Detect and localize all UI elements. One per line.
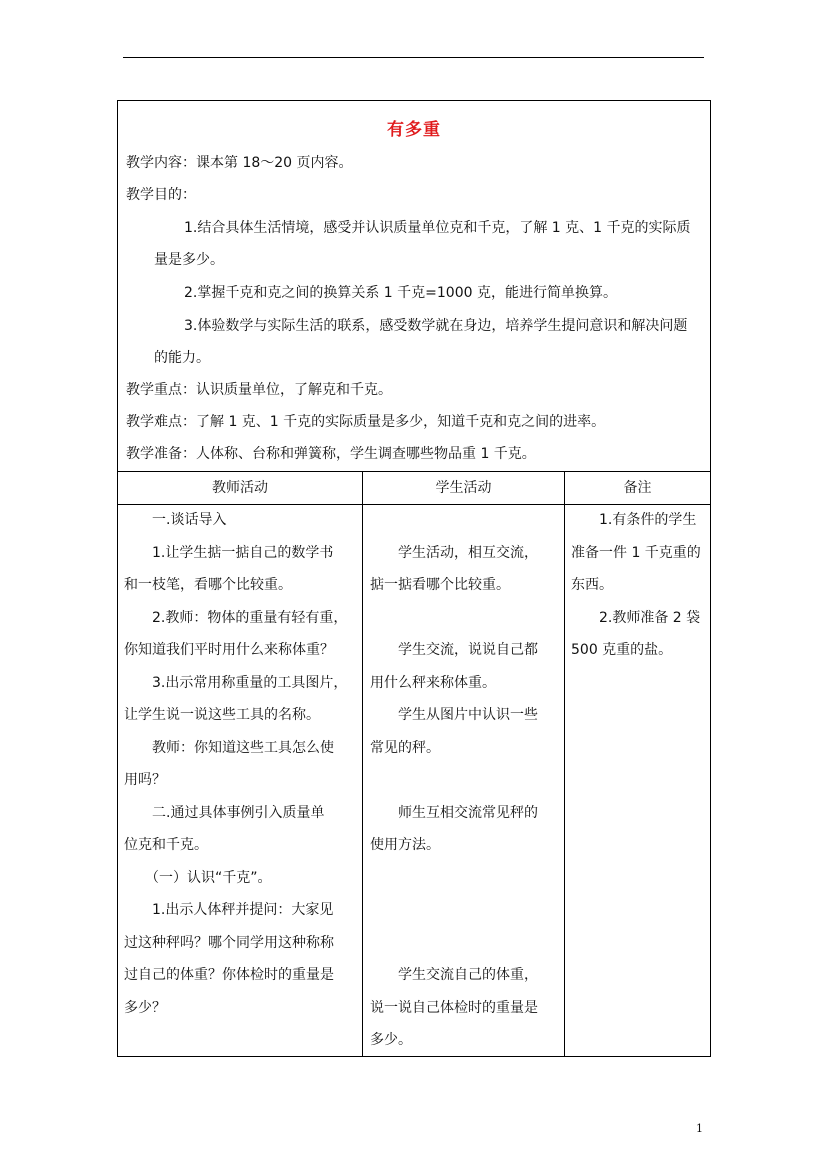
student-line: 用什么秤来称体重。 bbox=[370, 674, 496, 691]
teacher-line: 过自己的体重？你体检时的重量是 bbox=[124, 967, 334, 983]
student-line: 学生活动，相互交流， bbox=[370, 544, 538, 561]
goal-2-line-1: 2.掌握千克和克之间的换算关系 1 千克=1000 克，能进行简单换算。 bbox=[184, 285, 617, 301]
teacher-line: 1.出示人体秤并提问：大家见 bbox=[124, 902, 334, 918]
goals-label: 教学目的： bbox=[126, 187, 196, 203]
student-line: 师生互相交流常见秤的 bbox=[370, 804, 538, 821]
teacher-line: 3.出示常用称重量的工具图片， bbox=[124, 674, 348, 691]
teacher-line: 和一枝笔，看哪个比较重。 bbox=[124, 577, 292, 593]
page-number: 1 bbox=[696, 1122, 703, 1135]
student-line: 学生交流自己的体重， bbox=[370, 967, 538, 983]
content-line: 教学内容：课本第 18～20 页内容。 bbox=[126, 155, 353, 171]
notes-line: 500 克重的盐。 bbox=[571, 642, 673, 658]
teacher-line: 位克和千克。 bbox=[124, 837, 208, 853]
key-point: 教学重点：认识质量单位，了解克和千克。 bbox=[126, 382, 392, 398]
student-line bbox=[370, 894, 560, 927]
teacher-line: 1.让学生掂一掂自己的数学书 bbox=[124, 544, 334, 561]
teacher-line: 教师：你知道这些工具怎么使 bbox=[124, 739, 334, 756]
goal-3-line-2: 的能力。 bbox=[154, 350, 210, 366]
teacher-activity-cell bbox=[124, 504, 358, 1024]
notes-line: 东西。 bbox=[571, 577, 613, 593]
teacher-line: 你知道我们平时用什么来称体重？ bbox=[124, 642, 334, 658]
column-rule-1 bbox=[362, 471, 363, 1056]
header-student: 学生活动 bbox=[435, 480, 492, 496]
student-line: 说一说自己体检时的重量是 bbox=[370, 999, 538, 1016]
lesson-title: 有多重 bbox=[387, 120, 441, 140]
lesson-header bbox=[118, 101, 710, 471]
teacher-line: 过这种秤吗？哪个同学用这种称称 bbox=[124, 934, 334, 951]
teacher-line: 2.教师：物体的重量有轻有重， bbox=[124, 609, 348, 626]
student-line: 使用方法。 bbox=[370, 837, 440, 853]
header-teacher: 教师活动 bbox=[212, 480, 268, 496]
student-line: 常见的秤。 bbox=[370, 739, 440, 756]
student-line bbox=[370, 862, 560, 895]
goal-3-line-1: 3.体验数学与实际生活的联系，感受数学就在身边，培养学生提问意识和解决问题 bbox=[184, 318, 688, 334]
notes-line: 准备一件 1 千克重的 bbox=[571, 544, 701, 561]
student-line bbox=[370, 927, 560, 960]
student-line bbox=[370, 602, 560, 635]
teacher-line: 一.谈话导入 bbox=[124, 512, 227, 528]
teacher-line: 用吗？ bbox=[124, 772, 166, 788]
teacher-line: （一）认识“千克”。 bbox=[124, 869, 272, 886]
column-rule-2 bbox=[564, 471, 565, 1056]
student-line: 多少。 bbox=[370, 1032, 412, 1048]
lesson-plan-frame bbox=[117, 100, 711, 1057]
student-line: 掂一掂看哪个比较重。 bbox=[370, 577, 510, 593]
header-rule bbox=[123, 57, 704, 58]
student-activity-cell bbox=[370, 504, 560, 1057]
teacher-line: 让学生说一说这些工具的名称。 bbox=[124, 707, 320, 723]
student-line bbox=[370, 504, 560, 537]
student-line: 学生交流，说说自己都 bbox=[370, 642, 538, 658]
header-notes: 备注 bbox=[623, 480, 652, 496]
notes-line: 1.有条件的学生 bbox=[571, 512, 697, 528]
teacher-line: 多少？ bbox=[124, 999, 166, 1016]
goal-1-line-1: 1.结合具体生活情境，感受并认识质量单位克和千克，了解 1 克、1 千克的实际质 bbox=[184, 220, 691, 236]
student-line bbox=[370, 764, 560, 797]
notes-cell bbox=[571, 504, 707, 667]
table-top-rule bbox=[118, 471, 710, 472]
student-line: 学生从图片中认识一些 bbox=[370, 707, 538, 723]
teacher-line: 二.通过具体事例引入质量单 bbox=[124, 804, 325, 821]
difficulty: 教学难点：了解 1 克、1 千克的实际质量是多少，知道千克和克之间的进率。 bbox=[126, 414, 606, 430]
goal-1-line-2: 量是多少。 bbox=[154, 252, 224, 268]
notes-line: 2.教师准备 2 袋 bbox=[571, 609, 701, 626]
preparation: 教学准备：人体称、台称和弹簧称，学生调查哪些物品重 1 千克。 bbox=[126, 446, 536, 462]
